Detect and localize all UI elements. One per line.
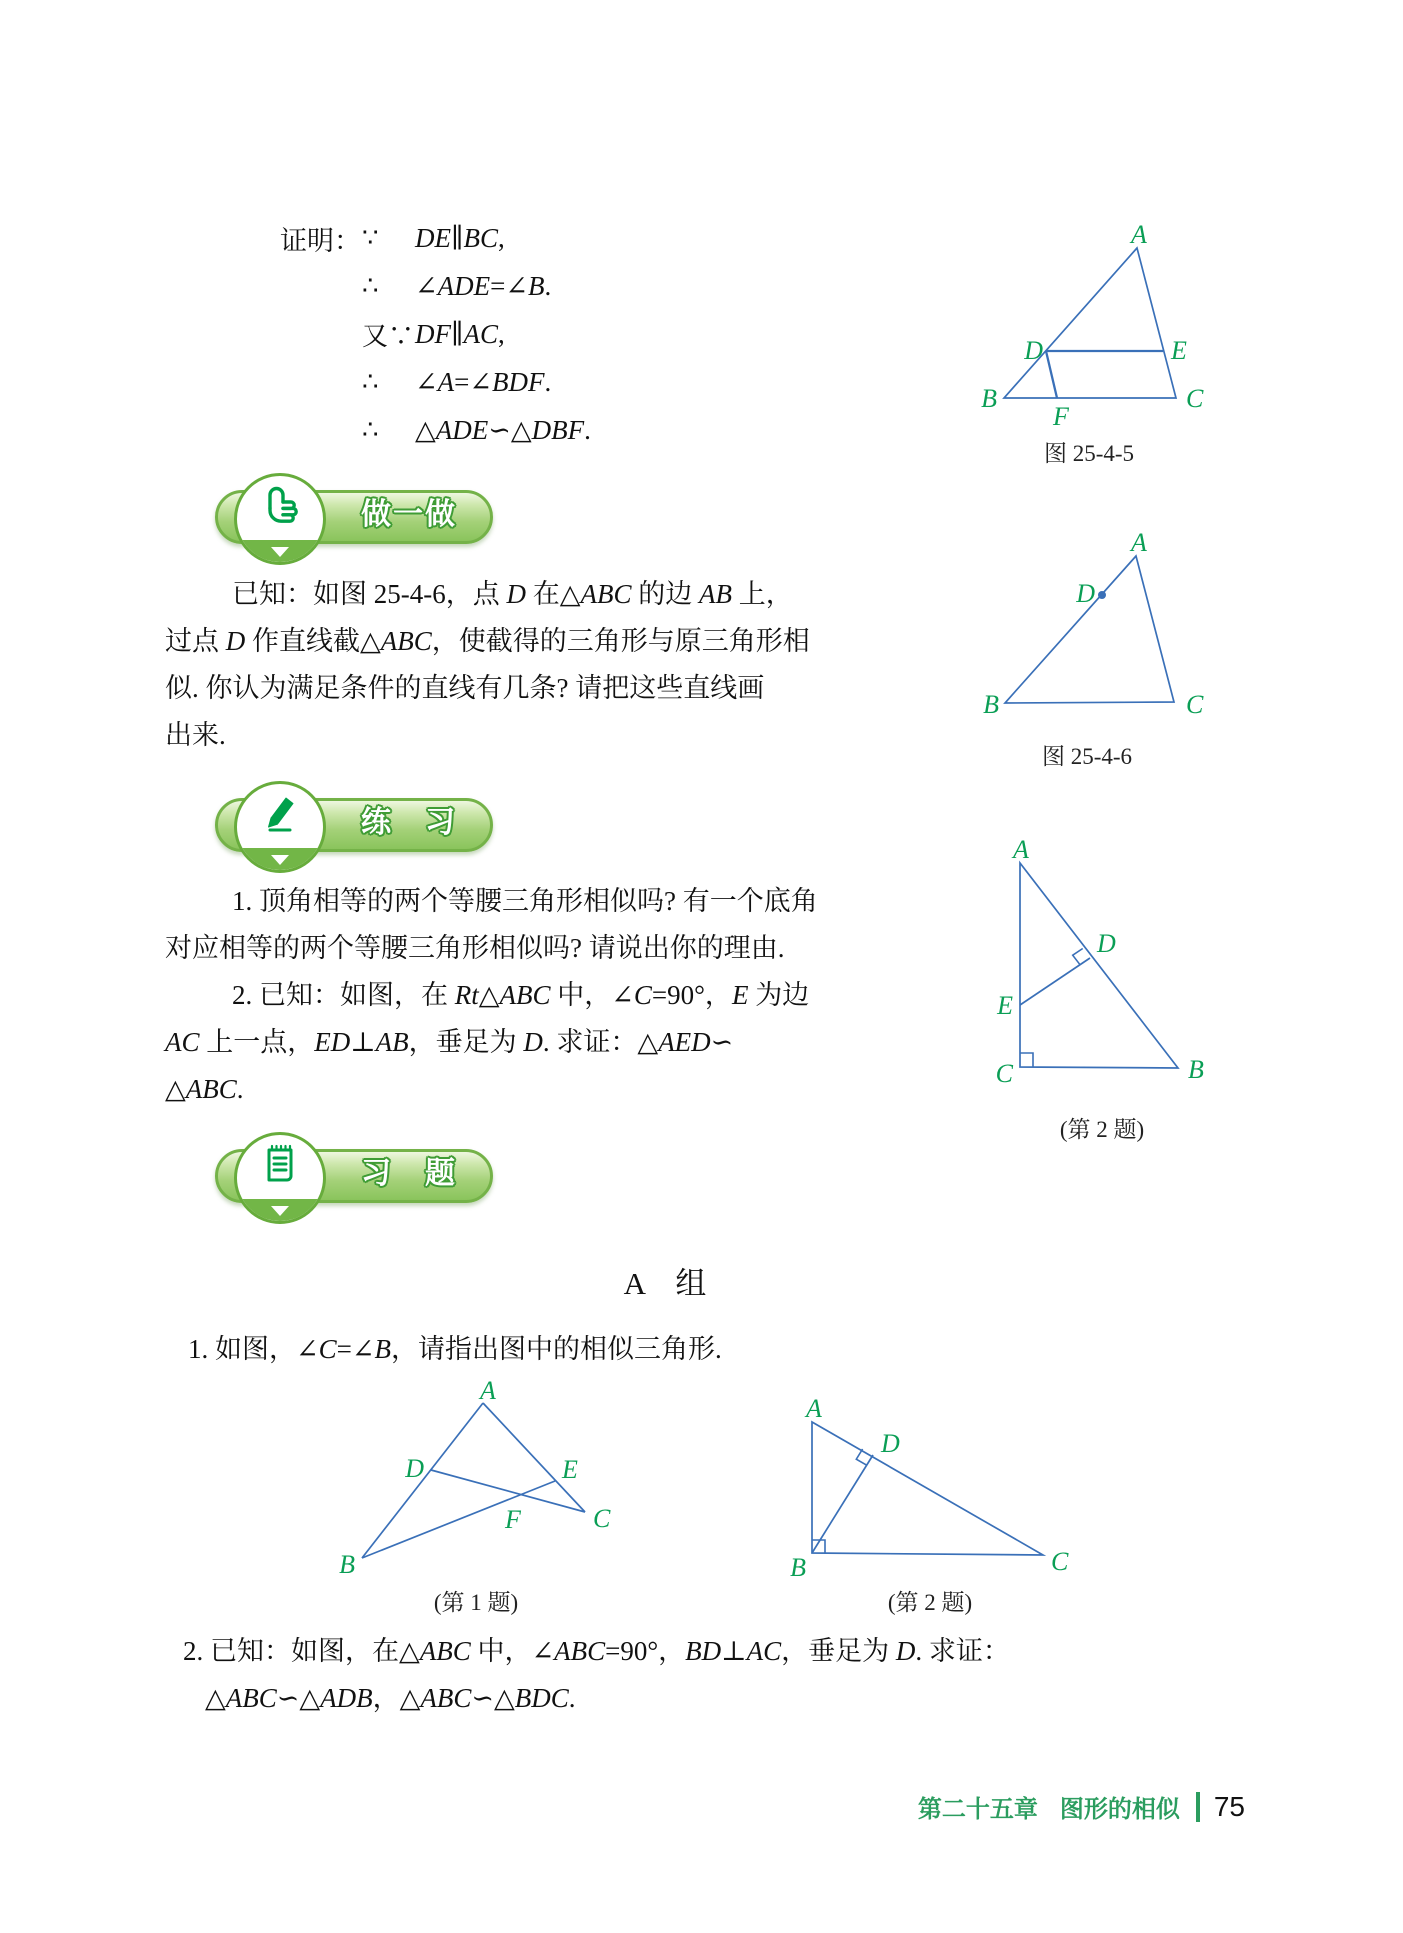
practice-item-line: △ABC.	[165, 1074, 244, 1104]
vertex-label-b: B	[981, 384, 997, 413]
paragraph-line: 出来.	[165, 720, 226, 750]
point-d-dot	[1098, 591, 1106, 599]
vertex-label-a: A	[480, 1378, 496, 1405]
chapter-title: 图形的相似	[1059, 1796, 1180, 1823]
badge-circle	[234, 1132, 326, 1224]
vertex-label-b: B	[1188, 1055, 1204, 1084]
proof-step-text: DF∥AC,	[415, 318, 505, 349]
paragraph-line: 已知：如图 25-4-6，点 D 在△ABC 的边 AB 上，	[232, 579, 793, 609]
zuoyizuo-paragraph	[165, 571, 810, 759]
figure-25-4-6	[950, 500, 1305, 785]
vertex-label-c: C	[1186, 690, 1204, 719]
proof-line	[280, 310, 591, 358]
badge-label: 做一做	[361, 498, 457, 531]
segment-df	[1046, 351, 1057, 398]
right-angle-mark-c	[1020, 1053, 1033, 1067]
vertex-label-a: A	[1131, 528, 1147, 557]
lianxi-items	[165, 878, 818, 1113]
chevron-down-icon	[271, 1206, 289, 1216]
section-badge-xiti	[213, 1132, 513, 1232]
proof-line	[280, 406, 591, 454]
group-a-heading: A 组	[623, 1266, 707, 1301]
practice-item-line: 1. 顶角相等的两个等腰三角形相似吗? 有一个底角	[232, 886, 818, 916]
vertex-label-a: A	[806, 1395, 822, 1423]
vertex-label-e: E	[997, 991, 1013, 1020]
vertex-label-c: C	[1186, 384, 1204, 413]
exercise-item-line: △ABC∽△ADB，△ABC∽△BDC.	[205, 1683, 576, 1713]
figure-caption: 图 25-4-6	[1041, 744, 1133, 769]
vertex-label-d: D	[1076, 579, 1095, 608]
vertex-label-d: D	[1024, 336, 1043, 365]
vertex-label-c: C	[1051, 1547, 1069, 1576]
vertex-label-b: B	[339, 1550, 355, 1579]
exercise-item-line: 2. 已知：如图，在△ABC 中，∠ABC=90°，BD⊥AC，垂足为 D. 求证：	[183, 1636, 1010, 1666]
vertex-label-c: C	[995, 1059, 1013, 1088]
figure-caption: (第 2 题)	[887, 1590, 973, 1615]
vertex-label-f: F	[1053, 402, 1069, 431]
therefore-symbol: ∴	[362, 271, 379, 300]
vertex-label-e: E	[1171, 336, 1187, 365]
hand-icon	[257, 481, 303, 527]
vertex-label-a: A	[1013, 835, 1029, 864]
exercise-2-text	[183, 1628, 1010, 1722]
chapter-number: 第二十五章	[917, 1796, 1038, 1823]
proof-block	[280, 214, 591, 454]
practice-item-line: 2. 已知：如图，在 Rt△ABC 中，∠C=90°，E 为边	[232, 980, 810, 1010]
proof-line	[280, 262, 591, 310]
figure-exercise-2	[770, 1395, 1100, 1625]
proof-step-text: ∠ADE=∠B.	[415, 270, 552, 301]
segment-be	[362, 1481, 555, 1558]
right-angle-mark-d	[856, 1449, 866, 1465]
section-badge-lianxi	[213, 781, 513, 881]
section-badge-zuoyizuo	[213, 473, 513, 573]
proof-step-text: DE∥BC,	[415, 222, 505, 253]
proof-line	[280, 214, 591, 262]
vertex-label-d: D	[1097, 929, 1116, 958]
triangle-abc-edges	[1004, 248, 1176, 398]
figure-caption: 图 25-4-5	[1043, 441, 1135, 466]
right-angle-mark-d	[1073, 949, 1083, 965]
badge-label: 练 习	[361, 806, 457, 839]
vertex-label-f: F	[505, 1505, 521, 1534]
practice-item-line: AC 上一点，ED⊥AB，垂足为 D. 求证：△AED∽	[165, 1027, 734, 1057]
triangle-acb-edges	[1020, 863, 1178, 1068]
vertex-label-b: B	[983, 690, 999, 719]
therefore-symbol: ∴	[362, 415, 379, 444]
proof-label: 证明：	[280, 225, 361, 256]
segment-bd	[812, 1455, 873, 1553]
figure-caption: (第 1 题)	[433, 1590, 519, 1615]
vertex-label-b: B	[790, 1553, 806, 1582]
chevron-down-icon	[271, 547, 289, 557]
notebook-icon	[257, 1140, 303, 1186]
vertex-label-c: C	[593, 1504, 611, 1533]
figure-25-4-5	[950, 185, 1260, 475]
practice-item-line: 对应相等的两个等腰三角形相似吗? 请说出你的理由.	[165, 933, 785, 963]
paragraph-line: 似. 你认为满足条件的直线有几条? 请把这些直线画	[165, 673, 765, 703]
proof-line	[280, 358, 591, 406]
also-because-symbol: 又∵	[362, 321, 415, 351]
triangle-abc-edges	[812, 1422, 1043, 1555]
figure-exercise-1	[280, 1378, 710, 1625]
paragraph-line: 过点 D 作直线截△ABC，使截得的三角形与原三角形相	[165, 626, 810, 656]
proof-step-text: △ADE∽△DBF.	[415, 414, 591, 445]
page-footer	[918, 1789, 1245, 1824]
page-number: 75	[1213, 1790, 1245, 1822]
therefore-symbol: ∴	[362, 367, 379, 396]
chevron-down-icon	[271, 855, 289, 865]
badge-circle	[234, 473, 326, 565]
badge-label: 习 题	[361, 1157, 457, 1190]
pencil-icon	[257, 789, 303, 835]
exercise-item-line: 1. 如图，∠C=∠B，请指出图中的相似三角形.	[188, 1334, 722, 1364]
exercise-1-text	[188, 1326, 722, 1373]
vertex-label-e: E	[562, 1455, 578, 1484]
proof-step-text: ∠A=∠BDF.	[415, 366, 552, 397]
vertex-label-a: A	[1131, 220, 1147, 249]
figure-caption: (第 2 题)	[1059, 1117, 1145, 1142]
footer-divider	[1196, 1792, 1200, 1822]
vertex-label-d: D	[881, 1429, 900, 1458]
because-symbol: ∵	[362, 223, 379, 252]
figure-practice-2	[980, 835, 1300, 1145]
badge-circle	[234, 781, 326, 873]
vertex-label-d: D	[405, 1454, 424, 1483]
